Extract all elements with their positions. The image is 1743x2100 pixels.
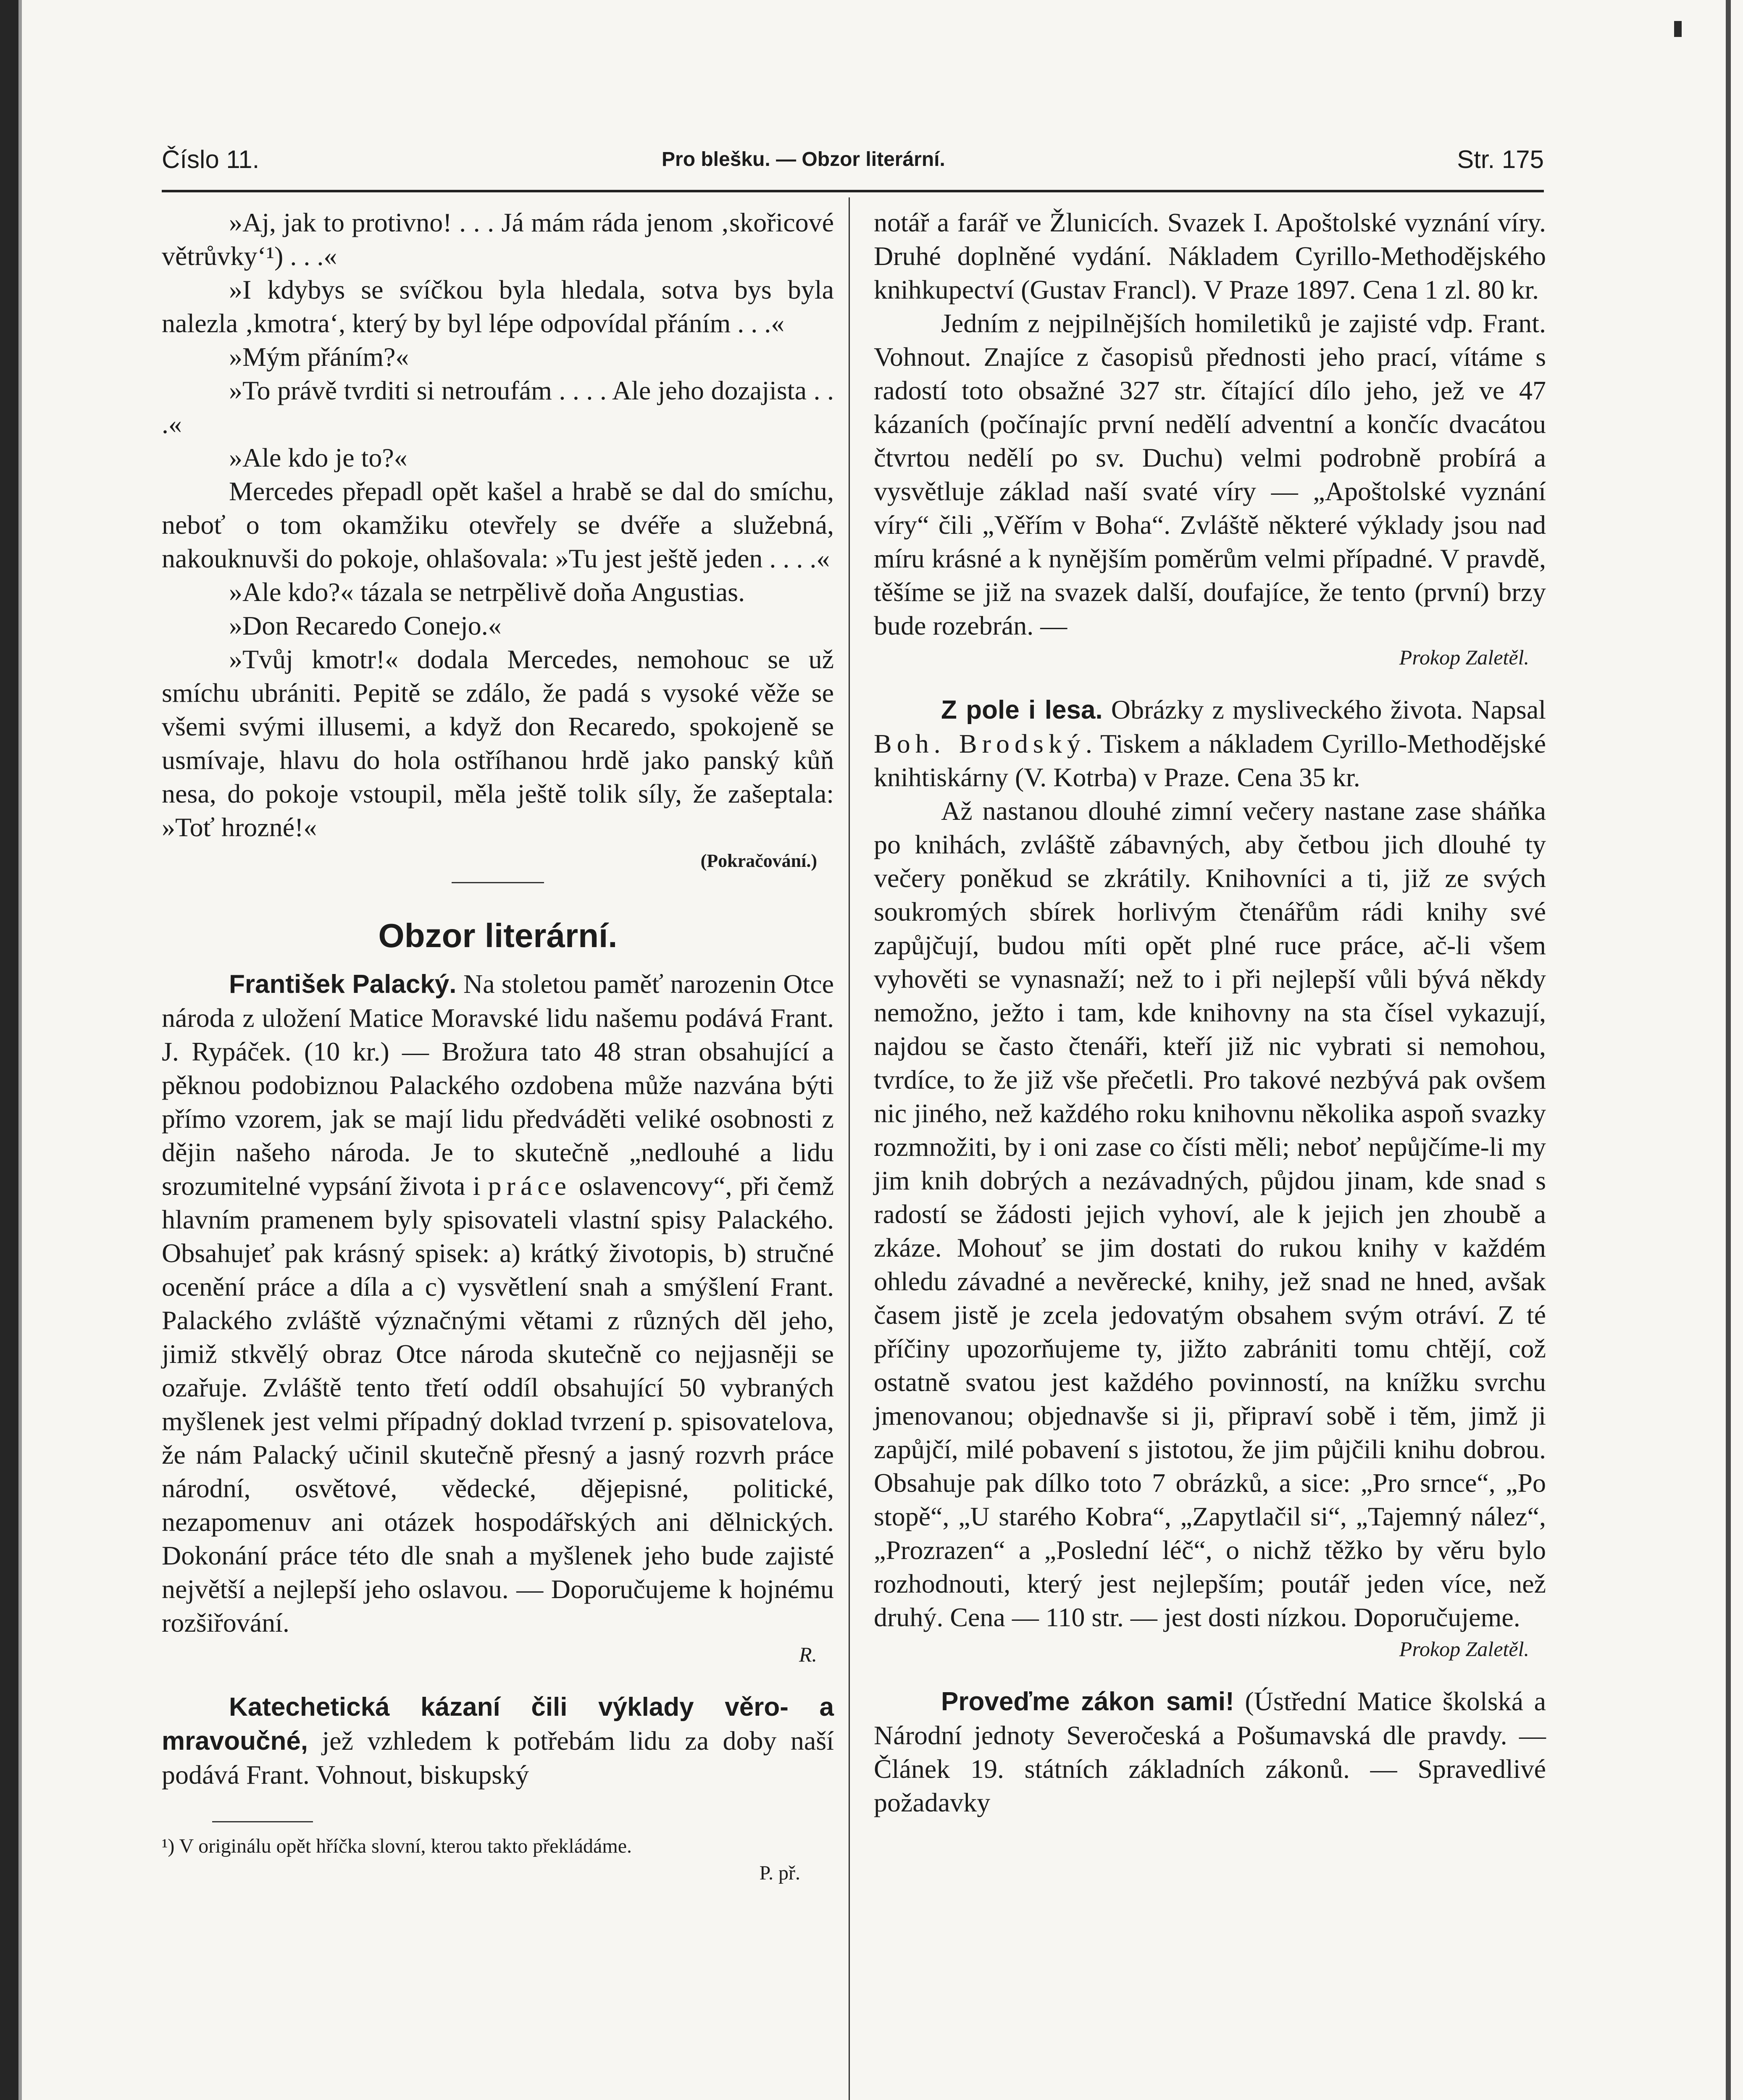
story-paragraph: »To právě tvrditi si netroufám . . . . Ale jeho dozajista . . .« <box>162 375 834 439</box>
left-column <box>162 206 834 1887</box>
review-text: (Ústřední Matice školská a Národní jednoty Severočeská a Pošumavská dle pravdy. — Článek 19. státních základních zákonů. — Spravedlivé požadavky <box>874 1686 1546 1817</box>
running-title: Pro blešku. — Obzor literární. <box>662 148 945 171</box>
review-paragraph: Jedním z nejpilnějších homiletiků je zajisté vdp. Frant. Vohnout. Znajíce z časopisů přednosti jeho prací, vítáme s radostí toto obsažné 327 str. čítající dílo jeho, jež ve 47 kázaních (počínajíc první nedělí adventní a končíc dvacátou čtvrtou nedělí po sv. Duchu) velmi podrobně probírá a vysvětluje základ naší svaté víry — „Apoštolské vyznání víry“ čili „Věřím v Boha“. Zvláště některé výklady jsou nad míru krásné a k nynějším poměrům velmi případné. V pravdě, těšíme se již na svazek další, doufajíce, že tento (první) brzy bude rozebrán. — <box>874 308 1546 640</box>
review-paragraph: Až nastanou dlouhé zimní večery nastane zase sháňka po knihách, zvláště zábavných, aby četbou jich dlouhé ty večery poněkud se zkrátily. Knihovníci a ti, již ze svých soukromých sbírek horlivým čtenářům rádi knihy své zapůjčují, budou míti opět plné ruce práce, ač-li všem vyhověti se vynasnaží; než to i při nejlepší vůli bývá někdy nemožno, ježto i tam, kde knihovny na sta čísel vykazují, najdou se často čtenáři, kteří již nic vybrati si nemohou, tvrdíce, to že již vše přečetli. Pro takové nezbývá pak ovšem nic jiného, než každého roku knihovnu několika aspoň svazky rozmnožiti, by i oni zase co čísti měli; neboť nepůjčíme-li my jim knih dobrých a nezávadných, půjdou jinam, kde snad s radostí se žádosti jejich vyhoví, ale k jejich jen zhoubě a zkáze. Mohouť se jim dostati do rukou knihy v každém ohledu závadné a nevěrecké, knihy, jež snad ne hned, avšak časem jistě je zcela jedovatým obsahem svým otráví. Z té příčiny upozorňujeme ty, jižto zabrániti tomu chtějí, což ostatně svatou jest každého povinností, na knížku svrchu jmenovanou; objednavše si ji, připraví sobě i těm, jimž ji zapůjčí, milé pobavení s jistotou, že jim půjčili knihu dobrou. Obsahuje pak dílko toto 7 obrázků, a sice: „Pro srnce“, „Po stopě“, „U starého Kobra“, „Zapytlačil si“, „Tajemný nález“, „Prozrazen“ a „Poslední léč“, o nichž těžko by věru bylo rozhodnouti, který jest nejlepším; poutář jeden více, než druhý. Cena — 110 str. — jest dosti nízkou. Doporučujeme. <box>874 796 1546 1632</box>
story-paragraph: »Ale kdo je to?« <box>229 443 407 472</box>
spaced-word: práce <box>488 1171 572 1201</box>
review-text: jež vzhledem k potřebám lidu za doby naší podává Frant. Vohnout, biskupský <box>162 1726 834 1790</box>
review-z-pole-i-lesa <box>874 693 1546 794</box>
review-title: Katechetická kázaní čili výklady věro- a mravoučné, <box>162 1693 834 1756</box>
review-title: Proveďme zákon sami! <box>941 1687 1234 1716</box>
footnote-attribution: P. př. <box>759 1862 800 1884</box>
review-title: Z pole i lesa. <box>941 696 1103 724</box>
column-divider <box>849 197 850 2100</box>
header-rule <box>162 190 1544 192</box>
review-text: Na stoletou paměť narozenin Otce národa z uložení Matice Moravské lidu našemu podává Frant. J. Rypáček. (10 kr.) — Brožura tato 48 stran obsahující a pěknou podobiznou Palackého ozdobena může nazvána býti přímo vzorem, jak se mají lidu předváděti veliké osobnosti z dějin našeho národa. Je to skutečně „nedlouhé a lidu srozumitelné vypsání života i <box>162 969 834 1201</box>
review-katechetika <box>162 1690 834 1792</box>
story-paragraph: »Tvůj kmotr!« dodala Mercedes, nemohouc se už smíchu ubrániti. Pepitě se zdálo, že padá s vysoké věže se všemi svými illusemi, a když don Recaredo, spokojeně se usmívaje, hlavu do hola ostříhanou hrdě jako panský kůň nesa, do pokoje vstoupil, měla ještě tolik síly, že zašeptala: »Toť hrozné!« <box>162 644 834 842</box>
review-provedme-zakon <box>874 1685 1546 1819</box>
right-column <box>874 206 1546 1819</box>
book-binding-edge <box>0 0 18 2100</box>
review-palacky <box>162 967 834 1640</box>
section-title: Obzor literární. <box>378 917 618 954</box>
story-paragraph: »Aj, jak to protivno! . . . Já mám ráda jenom ‚skořicové větrůvky‘¹) . . .« <box>162 207 834 271</box>
story-paragraph: »I kdybys se svíčkou byla hledala, sotva bys byla nalezla ‚kmotra‘, který by byl lépe odpovídal přáním . . .« <box>162 275 834 338</box>
review-signature: Prokop Zaletěl. <box>1399 1637 1529 1661</box>
continuation-note: (Pokračování.) <box>700 850 817 871</box>
section-divider <box>452 882 544 883</box>
review-signature: Prokop Zaletěl. <box>1399 646 1529 669</box>
review-signature: R. <box>799 1643 817 1666</box>
issue-number: Číslo 11. <box>162 145 260 173</box>
review-author: Boh. Brodský <box>874 729 1086 759</box>
page-number: Str. 175 <box>1457 145 1544 173</box>
corner-mark <box>1674 21 1682 37</box>
story-paragraph: »Don Recaredo Conejo.« <box>229 611 502 640</box>
story-paragraph: »Ale kdo?« tázala se netrpělivě doňa Angustias. <box>229 577 745 607</box>
review-text: Obrázky z mysliveckého života. Napsal <box>1102 695 1546 724</box>
page-right-edge <box>1726 0 1731 2100</box>
review-text: . Tiskem a nákladem Cyrillo-Methodějské knihtiskárny (V. Kotrba) v Praze. Cena 35 kr. <box>874 729 1546 792</box>
binding-shadow <box>18 0 22 2100</box>
review-continuation: notář a farář ve Žlunicích. Svazek I. Apoštolské vyznání víry. Druhé doplněné vydání. Nákladem Cyrillo-Methodějského knihkupectví (Gustav Francl). V Praze 1897. Cena 1 zl. 80 kr. <box>874 207 1546 304</box>
review-text: oslavencovy“, při čemž hlavním pramenem byly spisovateli vlastní spisy Palackého. Obsahujeť pak krásný spisek: a) krátký životopis, b) stručné ocenění práce a díla a c) vysvětlení snah a smýšlení Frant. Palackého zvláště význačnými větami z různých děl jeho, jimiž stkvělý obraz Otce národa skutečně co nejjasněji se ozařuje. Zvláště tento třetí oddíl obsahující 50 vybraných myšlenek jest velmi případný doklad tvrzení p. spisovatelova, že nám Palacký učinil skutečně přesný a jasný rozvrh práce národní, osvětové, vědecké, dějepisné, politické, nezapomenuv ani otázek hospodářských ani dělnických. Dokonání práce této dle snah a myšlenek jeho bude zajisté největší a nejlepší jeho oslavou. — Doporučujeme k hojnému rozšiřování. <box>162 1171 834 1638</box>
footnote-rule <box>212 1821 313 1822</box>
running-header <box>162 136 1544 187</box>
footnote <box>162 1833 834 1887</box>
footnote-text: ¹) V originálu opět hříčka slovní, kterou takto překládáme. <box>162 1835 632 1857</box>
review-title: František Palacký. <box>229 970 457 999</box>
story-paragraph: Mercedes přepadl opět kašel a hrabě se dal do smíchu, neboť o tom okamžiku otevřely se dvéře a služebná, nakouknuvši do pokoje, ohlašovala: »Tu jest ještě jeden . . . .« <box>162 476 834 573</box>
story-paragraph: »Mým přáním?« <box>229 342 409 372</box>
